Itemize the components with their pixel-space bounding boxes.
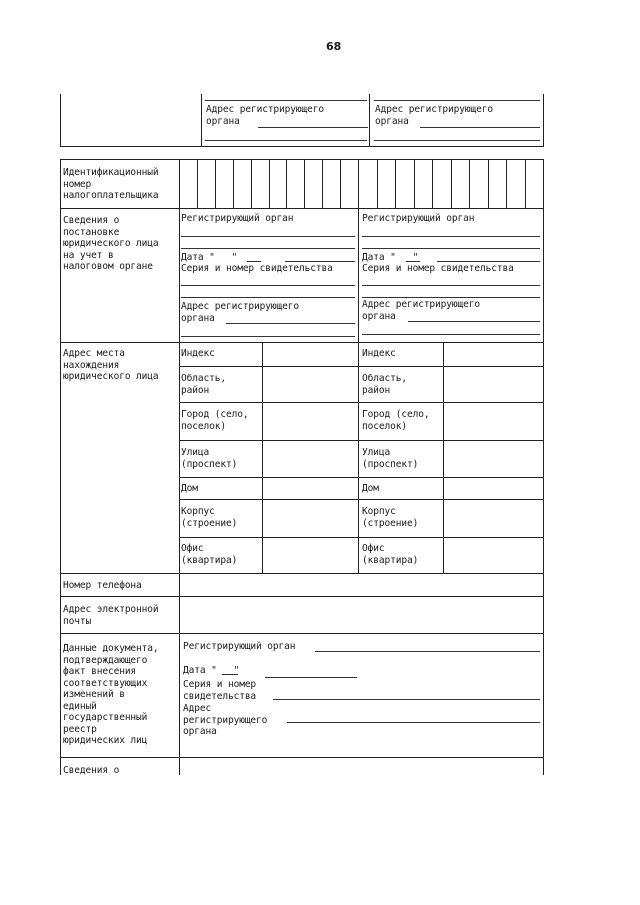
inn-left-cell-divider — [215, 159, 216, 208]
loc-right-building: Корпус (строение) — [362, 506, 419, 529]
loc-right-house: Дом — [362, 483, 379, 494]
loc-left-street: Улица (проспект) — [181, 447, 238, 470]
inn-left-cell-divider — [197, 159, 198, 208]
email-label: Адрес электронной почты — [63, 604, 159, 627]
inn-group-divider — [358, 159, 359, 208]
inn-right-cell-divider — [451, 159, 452, 208]
inn-left-cell-divider — [269, 159, 270, 208]
register-authority: Регистрирующий орган — [183, 641, 296, 652]
register-label: Данные документа, подтверждающего факт внесения соответствующих изменений в единый государственный реестр юридических лиц — [63, 643, 159, 746]
inn-right-cell-divider — [506, 159, 507, 208]
loc-left-region: Область, район — [181, 373, 226, 396]
inn-right-cell-divider — [432, 159, 433, 208]
register-date: Дата " " — [183, 665, 240, 676]
tax-reg-left-address: Адрес регистрирующего органа — [181, 301, 300, 324]
inn-left-cell-divider — [233, 159, 234, 208]
last-row-label: Сведения о — [63, 765, 120, 776]
top-left-address-label: Адрес регистрирующего органа — [206, 104, 325, 127]
inn-left-cell-divider — [304, 159, 305, 208]
phone-label: Номер телефона — [63, 580, 142, 591]
location-label: Адрес места нахождения юридического лица — [63, 348, 159, 382]
loc-left-house: Дом — [181, 483, 198, 494]
inn-left-cell-divider — [251, 159, 252, 208]
loc-right-index: Индекс — [362, 348, 396, 359]
tax-reg-right-address: Адрес регистрирующего органа — [362, 299, 481, 322]
inn-right-cell-divider — [488, 159, 489, 208]
tax-reg-left-authority: Регистрирующий орган — [181, 213, 294, 224]
inn-right-cell-divider — [525, 159, 526, 208]
tax-reg-label: Сведения о постановке юридического лица на учет в налоговом органе — [63, 215, 159, 272]
register-address: Адрес регистрирующего органа — [183, 703, 268, 737]
loc-right-office: Офис (квартира) — [362, 543, 419, 566]
inn-left-cell-divider — [286, 159, 287, 208]
register-series: Серия и номер свидетельства — [183, 679, 257, 702]
loc-right-street: Улица (проспект) — [362, 447, 419, 470]
inn-right-cell-divider — [377, 159, 378, 208]
loc-left-city: Город (село, поселок) — [181, 409, 249, 432]
inn-right-cell-divider — [469, 159, 470, 208]
top-right-address-label: Адрес регистрирующего органа — [375, 104, 494, 127]
inn-right-cell-divider — [414, 159, 415, 208]
tax-reg-right-series: Серия и номер свидетельства — [362, 263, 514, 274]
loc-left-office: Офис (квартира) — [181, 543, 238, 566]
loc-left-building: Корпус (строение) — [181, 506, 238, 529]
inn-label: Идентификационный номер налогоплательщика — [63, 167, 159, 201]
inn-left-cell-divider — [322, 159, 323, 208]
tax-reg-right-date: Дата " " — [362, 252, 419, 263]
loc-right-city: Город (село, поселок) — [362, 409, 430, 432]
tax-reg-right-authority: Регистрирующий орган — [362, 213, 475, 224]
page-number: 68 — [326, 40, 342, 53]
tax-reg-left-series: Серия и номер свидетельства — [181, 263, 333, 274]
inn-left-cell-divider — [340, 159, 341, 208]
tax-reg-left-date: Дата " " — [181, 252, 238, 263]
inn-right-cell-divider — [395, 159, 396, 208]
loc-right-region: Область, район — [362, 373, 407, 396]
loc-left-index: Индекс — [181, 348, 215, 359]
